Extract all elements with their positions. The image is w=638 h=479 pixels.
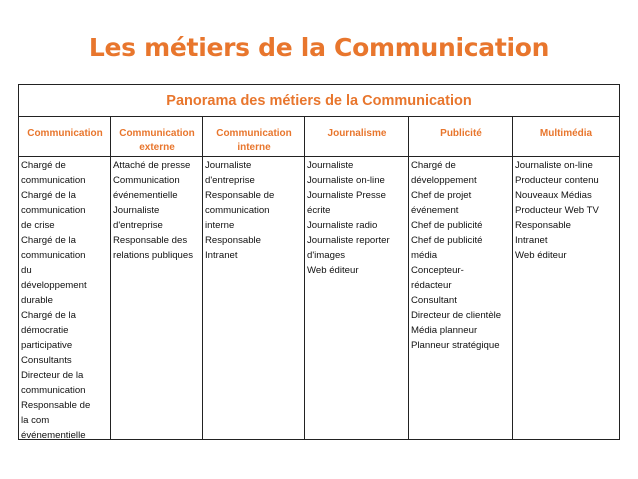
- cell-line: Journaliste on-line: [515, 160, 593, 171]
- cell-line: communication: [21, 385, 86, 396]
- cell-line: Responsable des: [113, 235, 188, 246]
- cell-line: événementielle: [21, 430, 86, 441]
- cell-line: Intranet: [515, 235, 548, 246]
- cell-line: Planneur stratégique: [411, 340, 500, 351]
- table-body-row: [19, 157, 619, 440]
- cell-line: Journaliste radio: [307, 220, 378, 231]
- column-divider: [202, 117, 203, 439]
- cell-line: Web éditeur: [515, 250, 567, 261]
- cell-line: Chef de publicité: [411, 235, 483, 246]
- cell-line: communication: [21, 250, 86, 261]
- column-communication-interne: [203, 157, 305, 440]
- cell-line: Responsable de: [21, 400, 91, 411]
- table-header-row: [19, 117, 619, 157]
- column-divider: [512, 117, 513, 439]
- cell-line: relations publiques: [113, 250, 194, 261]
- column-divider: [304, 117, 305, 439]
- column-divider: [408, 117, 409, 439]
- cell-line: Consultants: [21, 355, 72, 366]
- cell-line: Journaliste Presse: [307, 190, 386, 201]
- column-communication: [19, 157, 111, 440]
- header-publicite: [409, 117, 513, 156]
- cell-line: Nouveaux Médias: [515, 190, 592, 201]
- cell-line: Directeur de clientèle: [411, 310, 502, 321]
- cell-line: média: [411, 250, 438, 261]
- header-line: Journalisme: [327, 128, 387, 139]
- cell-line: Chargé de la: [21, 310, 76, 321]
- cell-line: du: [21, 265, 32, 276]
- column-multimedia: [513, 157, 619, 440]
- header-communication-externe: [111, 117, 203, 156]
- header-line: Communication: [119, 128, 195, 139]
- cell-line: Chargé de: [21, 160, 66, 171]
- cell-line: Chargé de la: [21, 235, 76, 246]
- cell-line: Chargé de la: [21, 190, 76, 201]
- cell-line: de crise: [21, 220, 55, 231]
- cell-line: Journaliste reporter: [307, 235, 390, 246]
- cell-line: Concepteur-: [411, 265, 464, 276]
- cell-line: rédacteur: [411, 280, 452, 291]
- header-journalisme: [305, 117, 409, 156]
- column-publicite: [409, 157, 513, 440]
- cell-line: événement: [411, 205, 459, 216]
- cell-line: Chargé de: [411, 160, 456, 171]
- cell-line: Chef de projet: [411, 190, 472, 201]
- column-communication-externe: [111, 157, 203, 440]
- table-banner-title: Panorama des métiers de la Communication: [166, 93, 472, 109]
- cell-line: communication: [21, 205, 86, 216]
- cell-line: d'entreprise: [205, 175, 255, 186]
- cell-line: événementielle: [113, 190, 178, 201]
- cell-line: Consultant: [411, 295, 457, 306]
- header-line: interne: [237, 142, 271, 153]
- cell-line: Journaliste: [307, 160, 354, 171]
- cell-line: Intranet: [205, 250, 238, 261]
- cell-line: Journaliste: [205, 160, 252, 171]
- cell-line: Média planneur: [411, 325, 478, 336]
- cell-line: Producteur contenu: [515, 175, 599, 186]
- cell-line: Chef de publicité: [411, 220, 483, 231]
- cell-line: démocratie: [21, 325, 69, 336]
- cell-line: Attaché de presse: [113, 160, 191, 171]
- header-communication: [19, 117, 111, 156]
- table-banner: [19, 85, 619, 117]
- header-communication-interne: [203, 117, 305, 156]
- header-line: Multimédia: [539, 128, 593, 139]
- cell-line: Communication: [113, 175, 180, 186]
- cell-line: interne: [205, 220, 235, 231]
- cell-line: développement: [411, 175, 477, 186]
- cell-line: Responsable: [515, 220, 572, 231]
- header-line: externe: [139, 142, 175, 153]
- cell-line: communication: [21, 175, 86, 186]
- header-multimedia: [513, 117, 619, 156]
- column-journalisme: [305, 157, 409, 440]
- cell-line: la com: [21, 415, 50, 426]
- column-divider: [110, 117, 111, 439]
- header-line: Publicité: [440, 128, 482, 139]
- cell-line: communication: [205, 205, 270, 216]
- cell-line: développement: [21, 280, 87, 291]
- cell-line: Responsable de: [205, 190, 275, 201]
- cell-line: d'images: [307, 250, 346, 261]
- cell-line: participative: [21, 340, 73, 351]
- cell-line: écrite: [307, 205, 331, 216]
- cell-line: d'entreprise: [113, 220, 163, 231]
- cell-line: Directeur de la: [21, 370, 84, 381]
- cell-line: Responsable: [205, 235, 262, 246]
- careers-table: [18, 84, 620, 440]
- cell-line: durable: [21, 295, 54, 306]
- slide-title: Les métiers de la Communication: [88, 33, 550, 62]
- cell-line: Journaliste: [113, 205, 160, 216]
- header-line: Communication: [27, 128, 103, 139]
- cell-line: Journaliste on-line: [307, 175, 385, 186]
- header-line: Communication: [216, 128, 292, 139]
- cell-line: Producteur Web TV: [515, 205, 599, 216]
- cell-line: Web éditeur: [307, 265, 359, 276]
